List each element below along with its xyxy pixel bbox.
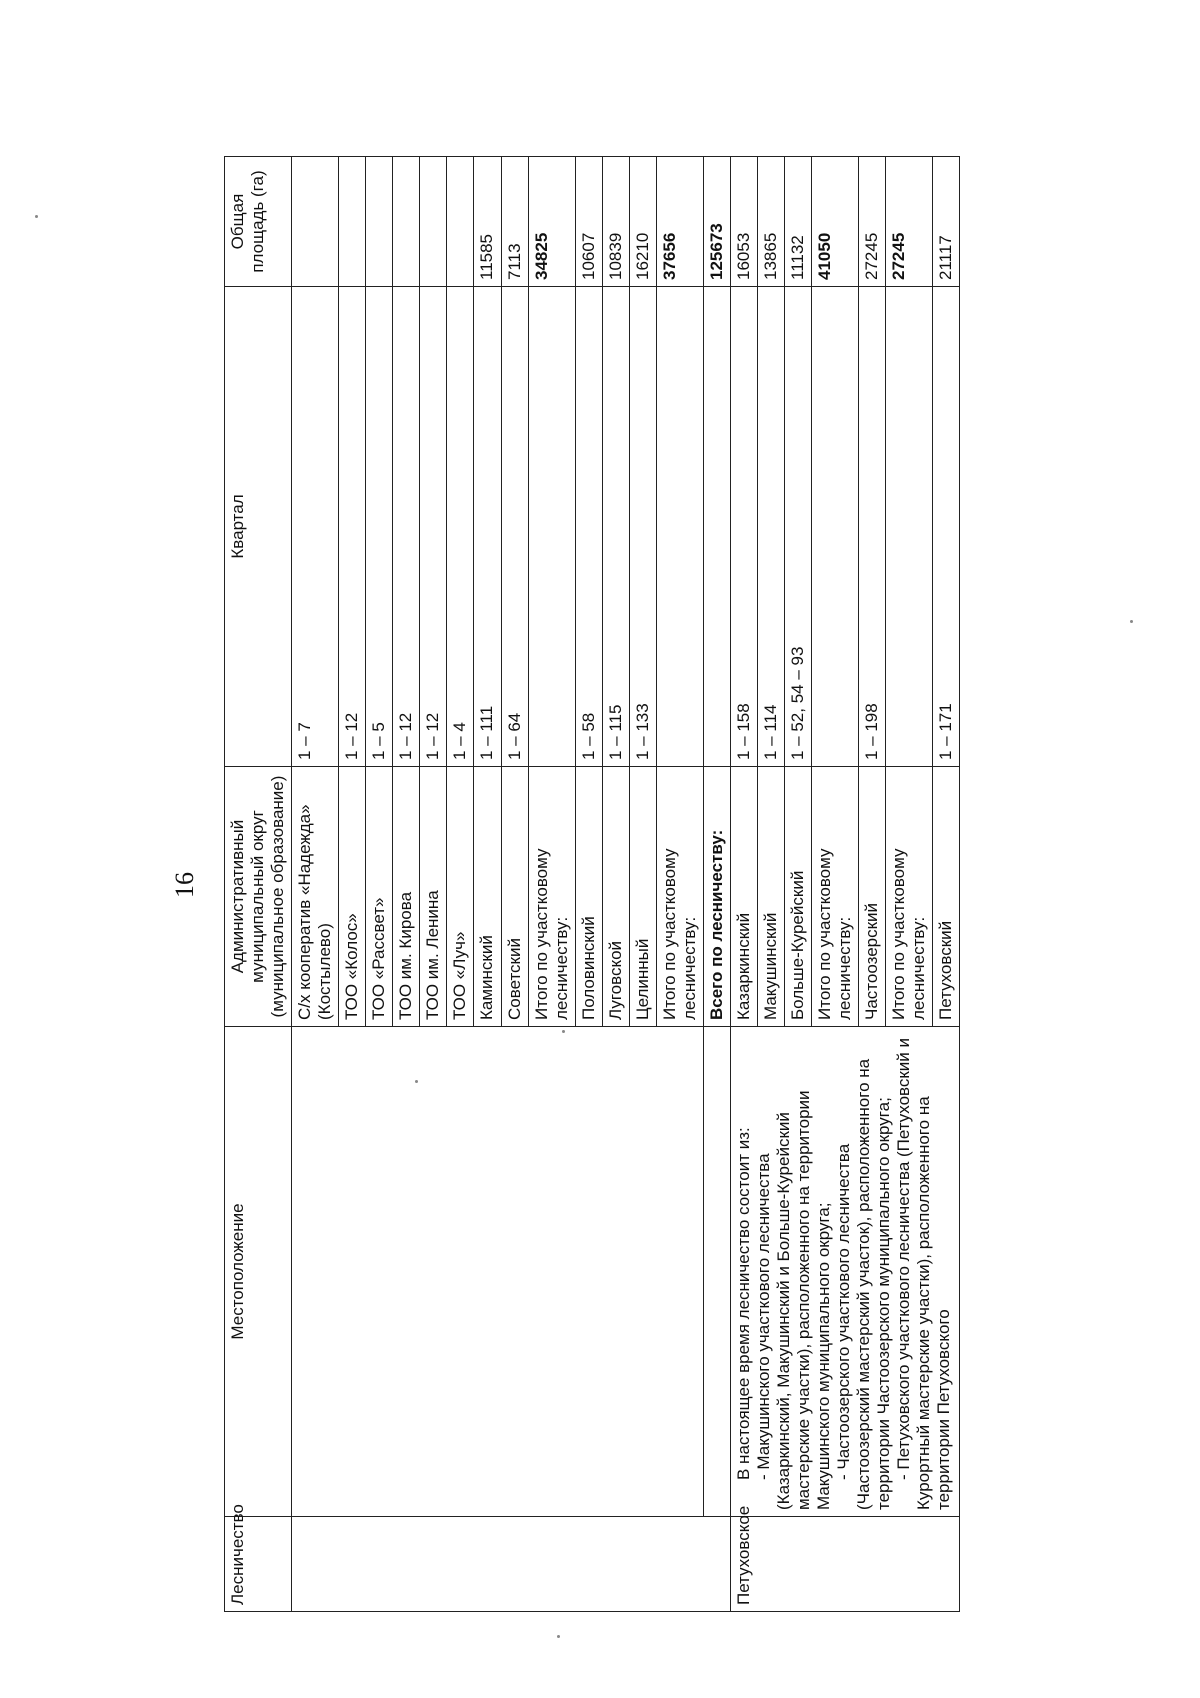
area-cell: 16053	[730, 157, 757, 287]
scan-speck	[1130, 620, 1133, 623]
table-row	[292, 157, 339, 1612]
description-line: В настоящее время лесничество состоит из:	[733, 1127, 753, 1480]
quarter-cell: 1 – 64	[501, 287, 528, 767]
district-cell: ТОО им. Кирова	[393, 767, 420, 1027]
district-cell: Целинный	[629, 767, 656, 1027]
header-forestry: Лесничество	[225, 1517, 292, 1612]
scan-speck	[35, 215, 38, 218]
area-cell: 11585	[474, 157, 501, 287]
district-cell: Каминский	[474, 767, 501, 1027]
description-line: - Макушинского участкового лесничества (Казаркинский, Макушинский и Больше-Курейский мастерские участки), расположенного на территории Макушинского муниципального округа;	[753, 1090, 834, 1510]
area-cell	[366, 157, 393, 287]
scan-speck	[415, 1080, 418, 1083]
area-cell: 7113	[501, 157, 528, 287]
subtotal-label: Итого по участковому лесничеству:	[886, 767, 933, 1027]
description-line: - Петуховского участкового лесничества (Петуховский и Курортный мастерские участки), расположенного на территории Петуховского	[894, 1037, 954, 1510]
quarter-cell: 1 – 12	[420, 287, 447, 767]
area-cell: 21117	[933, 157, 960, 287]
area-cell	[447, 157, 474, 287]
page-number: 16	[170, 872, 199, 898]
quarter-cell: 1 – 198	[859, 287, 886, 767]
header-area: Общая площадь (га)	[225, 157, 292, 287]
quarter-cell: 1 – 4	[447, 287, 474, 767]
header-quarter: Квартал	[225, 287, 292, 767]
forestry-name: Петуховское	[730, 1517, 959, 1612]
scan-speck	[557, 1635, 560, 1638]
subtotal-area: 37656	[656, 157, 703, 287]
quarter-cell-empty	[703, 287, 730, 767]
total-area: 125673	[703, 157, 730, 287]
district-cell: Советский	[501, 767, 528, 1027]
quarter-cell: 1 – 52, 54 – 93	[785, 287, 812, 767]
district-cell: Макушинский	[757, 767, 784, 1027]
district-cell: ТОО «Колос»	[339, 767, 366, 1027]
header-district: Административный муниципальный округ (муниципальное образование)	[225, 767, 292, 1027]
subtotal-area: 27245	[886, 157, 933, 287]
quarter-cell: 1 – 133	[629, 287, 656, 767]
quarter-cell	[528, 287, 575, 767]
district-cell: Больше-Курейский	[785, 767, 812, 1027]
area-cell: 10607	[575, 157, 602, 287]
table-wrapper	[224, 170, 1200, 1612]
area-cell: 10839	[602, 157, 629, 287]
forestry-table	[224, 156, 960, 1612]
total-label: Всего по лесничеству:	[703, 767, 730, 1027]
subtotal-label: Итого по участковому лесничеству:	[812, 767, 859, 1027]
quarter-cell: 1 – 115	[602, 287, 629, 767]
quarter-cell	[886, 287, 933, 767]
district-cell: Половинский	[575, 767, 602, 1027]
area-cell: 13865	[757, 157, 784, 287]
subtotal-label: Итого по участковому лесничеству:	[528, 767, 575, 1027]
quarter-cell: 1 – 12	[393, 287, 420, 767]
subtotal-area: 41050	[812, 157, 859, 287]
district-cell: С/х кооператив «Надежда» (Костылево)	[292, 767, 339, 1027]
district-cell: Частоозерский	[859, 767, 886, 1027]
district-cell: Петуховский	[933, 767, 960, 1027]
location-cell-empty	[703, 1027, 730, 1517]
quarter-cell: 1 – 7	[292, 287, 339, 767]
district-cell: Казаркинский	[730, 767, 757, 1027]
table-header-row	[225, 157, 292, 1612]
rotated-table-area	[224, 157, 1200, 1605]
area-cell	[292, 157, 339, 287]
quarter-cell: 1 – 158	[730, 287, 757, 767]
district-cell: ТОО им. Ленина	[420, 767, 447, 1027]
quarter-cell: 1 – 114	[757, 287, 784, 767]
subtotal-label: Итого по участковому лесничеству:	[656, 767, 703, 1027]
quarter-cell	[812, 287, 859, 767]
area-cell	[420, 157, 447, 287]
description-line: - Частоозерского участкового лесничества (Частоозерский мастерский участок), расположенного на территории Частоозерского муниципального округа;	[834, 1058, 894, 1510]
area-cell	[393, 157, 420, 287]
area-cell: 16210	[629, 157, 656, 287]
quarter-cell	[656, 287, 703, 767]
subtotal-area: 34825	[528, 157, 575, 287]
forestry-cell-empty	[292, 1517, 731, 1612]
district-cell: Луговской	[602, 767, 629, 1027]
area-cell	[339, 157, 366, 287]
quarter-cell: 1 – 58	[575, 287, 602, 767]
table-row	[730, 157, 757, 1612]
district-cell: ТОО «Луч»	[447, 767, 474, 1027]
quarter-cell: 1 – 171	[933, 287, 960, 767]
location-description	[730, 1027, 959, 1517]
quarter-cell: 1 – 12	[339, 287, 366, 767]
header-location: Местоположение	[225, 1027, 292, 1517]
district-cell: ТОО «Рассвет»	[366, 767, 393, 1027]
quarter-cell: 1 – 5	[366, 287, 393, 767]
area-cell: 11132	[785, 157, 812, 287]
area-cell: 27245	[859, 157, 886, 287]
scan-speck	[562, 1030, 565, 1033]
quarter-cell: 1 – 111	[474, 287, 501, 767]
total-row	[703, 157, 730, 1612]
location-cell-empty	[292, 1027, 704, 1517]
